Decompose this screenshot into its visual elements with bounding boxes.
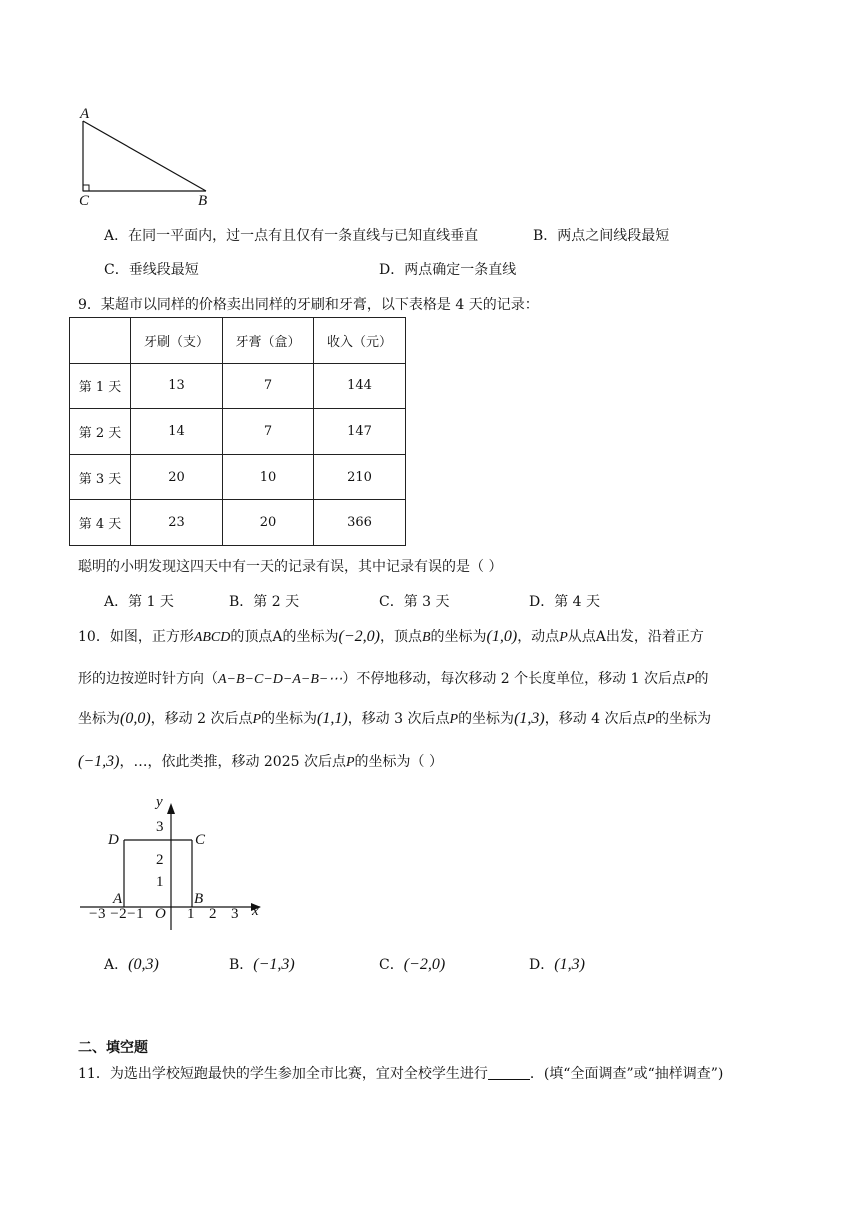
table-row — [70, 454, 406, 500]
table-header-cell: 牙膏（盒） — [223, 318, 314, 364]
q9-stem: 9．某超市以同样的价格卖出同样的牙刷和牙膏，以下表格是 4 天的记录： — [78, 297, 539, 313]
table-cell: 7 — [223, 363, 314, 409]
table-cell: 7 — [223, 409, 314, 455]
x-tick-label: 2 — [209, 906, 217, 922]
table-header-cell — [70, 318, 131, 364]
table-cell: 14 — [131, 409, 223, 455]
q8-option-b: B．两点之间线段最短 — [533, 228, 670, 244]
table-cell: 13 — [131, 363, 223, 409]
q10-line-4: (−1,3)，…，依此类推，移动 2025 次后点P的坐标为（ ） — [78, 753, 443, 770]
q10-line-2: 形的边按逆时针方向（A−B−C−D−A−B−⋯）不停地移动，每次移动 2 个长度单位，移动 1 次后点P的 — [78, 671, 709, 687]
table-cell: 144 — [314, 363, 406, 409]
table-cell: 10 — [223, 454, 314, 500]
vertex-b-label: B — [198, 193, 208, 209]
record-table — [69, 317, 406, 546]
q11-stem: 11．为选出学校短跑最快的学生参加全市比赛，宜对全校学生进行 ．(填“全面调查”或“抽样调查”) — [78, 1066, 724, 1082]
answer-blank[interactable] — [488, 1066, 530, 1080]
q8-option-d: D．两点确定一条直线 — [379, 262, 517, 278]
y-tick-label: 3 — [156, 819, 164, 835]
table-cell: 366 — [314, 500, 406, 546]
y-tick-label: 2 — [156, 852, 164, 868]
table-cell: 20 — [131, 454, 223, 500]
q8-option-a: A．在同一平面内，过一点有且仅有一条直线与已知直线垂直 — [104, 228, 479, 244]
q9-option-a: A．第 1 天 — [104, 594, 174, 610]
x-tick-label: 1 — [187, 906, 195, 922]
q9-option-d: D．第 4 天 — [529, 594, 601, 610]
q9-follow-text: 聪明的小明发现这四天中有一天的记录有误，其中记录有误的是（ ） — [78, 559, 503, 575]
table-cell: 第 1 天 — [70, 363, 131, 409]
q10-option-a: A．(0,3) — [104, 956, 159, 973]
vertex-d-label: D — [108, 832, 119, 848]
x-tick-label: 3 — [231, 906, 239, 922]
q10-option-b: B．(−1,3) — [229, 956, 295, 973]
table-header-row — [70, 318, 406, 364]
q10-option-c: C．(−2,0) — [379, 956, 446, 973]
table-cell: 147 — [314, 409, 406, 455]
vertex-a-label: A — [113, 891, 123, 907]
origin-label: O — [155, 906, 166, 922]
table-cell: 210 — [314, 454, 406, 500]
table-cell: 20 — [223, 500, 314, 546]
vertex-a-label: A — [80, 106, 90, 122]
table-row — [70, 500, 406, 546]
q8-option-c: C．垂线段最短 — [104, 262, 199, 278]
table-header-cell: 收入（元） — [314, 318, 406, 364]
section-title: 二、填空题 — [78, 1040, 148, 1056]
vertex-b-label: B — [194, 891, 204, 907]
table-cell: 第 3 天 — [70, 454, 131, 500]
vertex-c-label: C — [79, 193, 90, 209]
x-tick-labels-left: −3 −2−1 — [89, 906, 145, 922]
vertex-c-label: C — [195, 832, 206, 848]
table-row — [70, 409, 406, 455]
q10-line-3: 坐标为(0,0)，移动 2 次后点P的坐标为(1,1)，移动 3 次后点P的坐标为(1,3)，移动 4 次后点P的坐标为 — [78, 710, 712, 727]
x-axis-label: x — [252, 903, 259, 919]
table-header-cell: 牙刷（支） — [131, 318, 223, 364]
y-axis-label: y — [156, 794, 163, 810]
q10-line-1: 10．如图，正方形ABCD的顶点A的坐标为(−2,0)，顶点B的坐标为(1,0)，动点P从点A出发，沿着正方 — [78, 628, 704, 645]
q9-option-b: B．第 2 天 — [229, 594, 300, 610]
y-tick-label: 1 — [156, 874, 164, 890]
table-cell: 23 — [131, 500, 223, 546]
q10-option-d: D．(1,3) — [529, 956, 585, 973]
table-row — [70, 363, 406, 409]
table-cell: 第 4 天 — [70, 500, 131, 546]
table-cell: 第 2 天 — [70, 409, 131, 455]
q9-option-c: C．第 3 天 — [379, 594, 450, 610]
